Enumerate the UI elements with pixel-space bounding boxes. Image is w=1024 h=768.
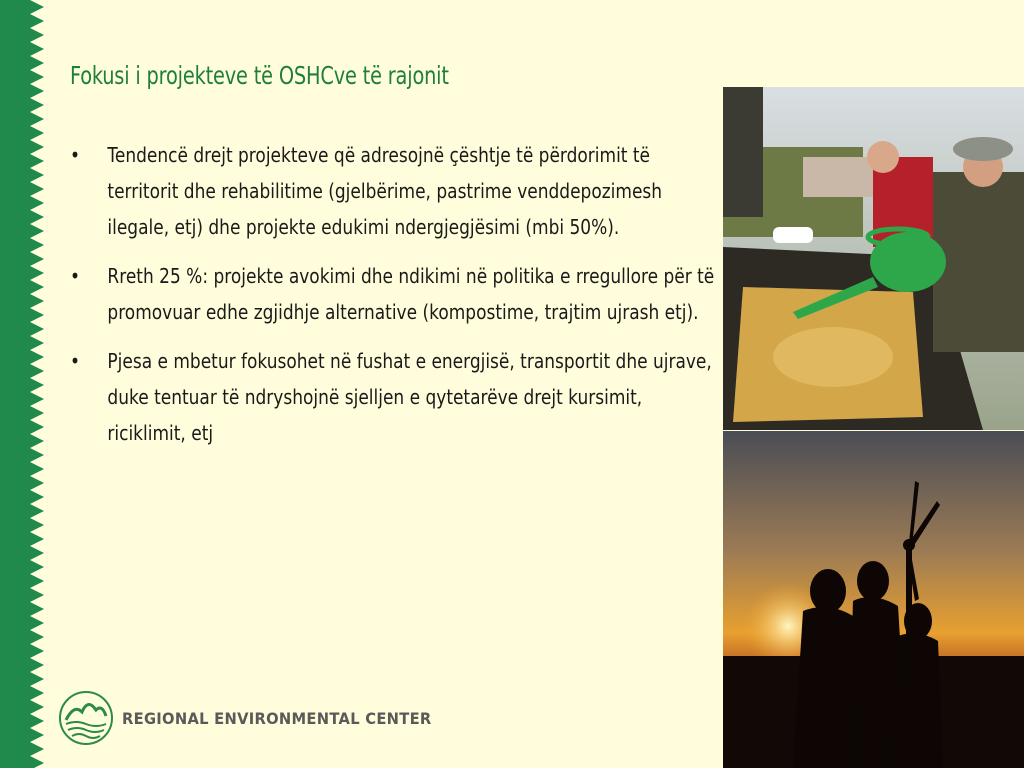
rec-logo-emblem [58,690,114,746]
bullet-text: Rreth 25 %: projekte avokimi dhe ndikimi në politika e rregullore për të promovuar edhe zgjidhje alternative (kompostime, trajtim ujrash etj). [107,264,715,324]
bullet-item [70,258,716,330]
composting-photo [723,87,1024,430]
bullet-glyph: • [70,143,81,167]
bullet-glyph: • [70,349,81,373]
bullet-text: Tendencë drejt projekteve që adresojnë çështje të përdorimit të territorit dhe rehabilitime (gjelbërime, pastrime venddepozimesh ilegale, etj) dhe projekte edukimi ndergjegjësimi (mbi 50%). [107,143,663,239]
bullet-item [70,137,716,245]
bullet-item [70,343,716,451]
rec-logo-text: REGIONAL ENVIRONMENTAL CENTER [122,708,432,728]
decorative-zigzag-border [0,0,48,768]
bullet-list [70,137,716,464]
bullet-glyph: • [70,264,81,288]
bullet-text: Pjesa e mbetur fokusohet në fushat e energjisë, transportit dhe ujrave, duke tentuar të ndryshojnë sjelljen e qytetarëve drejt kursimit, riciklimit, etj [107,349,712,445]
rec-logo [58,690,458,746]
slide-title: Fokusi i projekteve të OSHCve të rajonit [70,60,449,90]
sunset-windmill-photo [723,431,1024,768]
